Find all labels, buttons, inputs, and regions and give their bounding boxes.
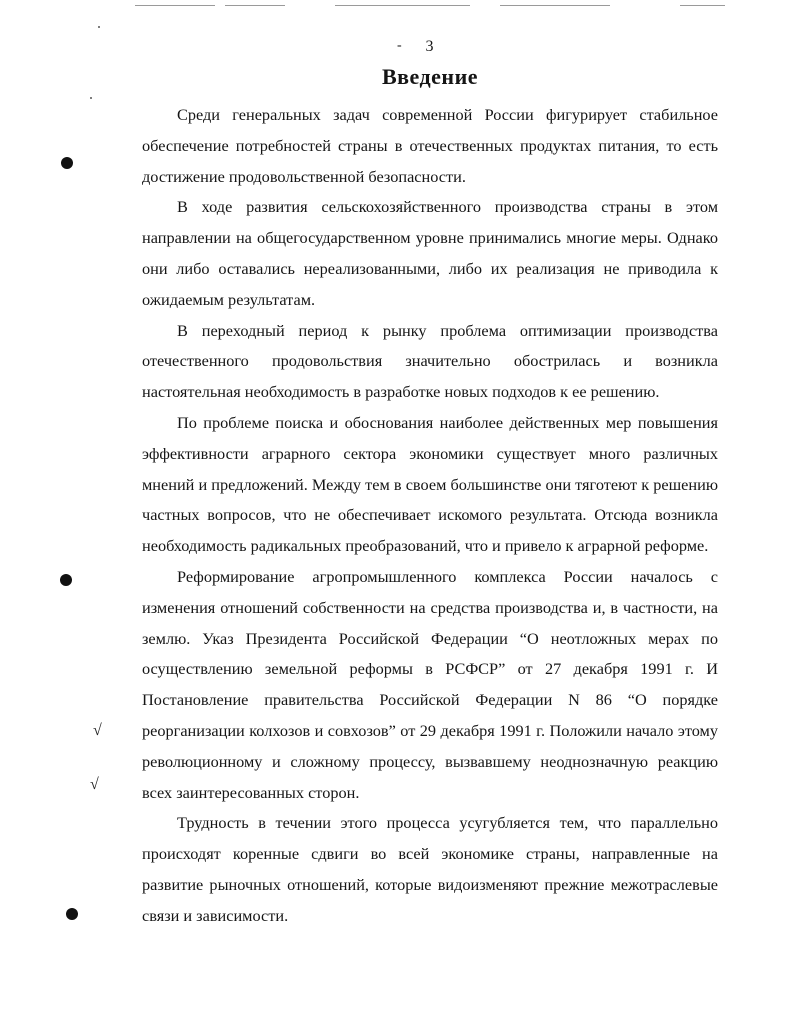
paragraph: Среди генеральных задач современной России фигурирует стабильное обеспечение потребностей страны в отечественных продуктах питания, то есть достижение продовольственной безопасности. xyxy=(142,105,718,186)
page-number-value: 3 xyxy=(425,38,434,55)
top-rule xyxy=(500,5,610,6)
hole-punch-mark xyxy=(61,157,73,169)
paragraph: Реформирование агропромышленного комплекса России началось с изменения отношений собственности на средства производства и, в частности, на землю. Указ Президента Российской Федерации “О неотложных мерах по осуществлению земельной реформы в РСФСР” от 27 декабря 1991 г. И Постановление правительства Российской Федерации N 86 “О порядке реорганизации колхозов и совхозов” от 29 декабря 1991 г. Положили начало этому революционному и сложному процессу, вызвавшему неоднозначную реакцию всех заинтересованных сторон. xyxy=(142,566,718,802)
page-number xyxy=(30,38,799,56)
top-rule xyxy=(135,5,215,6)
top-rule xyxy=(680,5,725,6)
paragraph: По проблеме поиска и обоснования наиболее действенных мер повышения эффективности аграрного сектора экономики существует много различных мнений и предложений. Между тем в своем большинстве они тяготеют к решению частных вопросов, что не обеспечивает искомого результата. Отсюда возникла необходимость радикальных преобразований, что и привело к аграрной реформе. xyxy=(142,412,718,556)
checkmark-icon: √ xyxy=(93,722,102,739)
hole-punch-mark xyxy=(60,574,72,586)
top-rule xyxy=(335,5,470,6)
page-title: Введение xyxy=(381,64,479,89)
paragraph: В ходе развития сельскохозяйственного производства страны в этом направлении на общегосударственном уровне принимались многие меры. Однако они либо оставались нереализованными, либо их реализация не приводила к ожидаемым результатам. xyxy=(142,197,718,309)
scan-speck xyxy=(90,97,92,99)
top-rule xyxy=(225,5,285,6)
page-number-dash: - xyxy=(397,38,402,53)
document-body xyxy=(142,100,718,932)
hole-punch-mark xyxy=(66,908,78,920)
paragraph: В переходный период к рынку проблема оптимизации производства отечественного продовольствия значительно обострилась и возникла настоятельная необходимость в разработке новых подходов к ее решению. xyxy=(142,320,718,402)
paragraph: Трудность в течении этого процесса усугубляется тем, что параллельно происходят коренные сдвиги во всей экономике страны, направленные на развитие рыночных отношений, которые видоизменяют прежние межотраслевые связи и зависимости. xyxy=(142,813,718,925)
scan-speck xyxy=(98,26,100,28)
checkmark-icon: √ xyxy=(90,776,99,793)
